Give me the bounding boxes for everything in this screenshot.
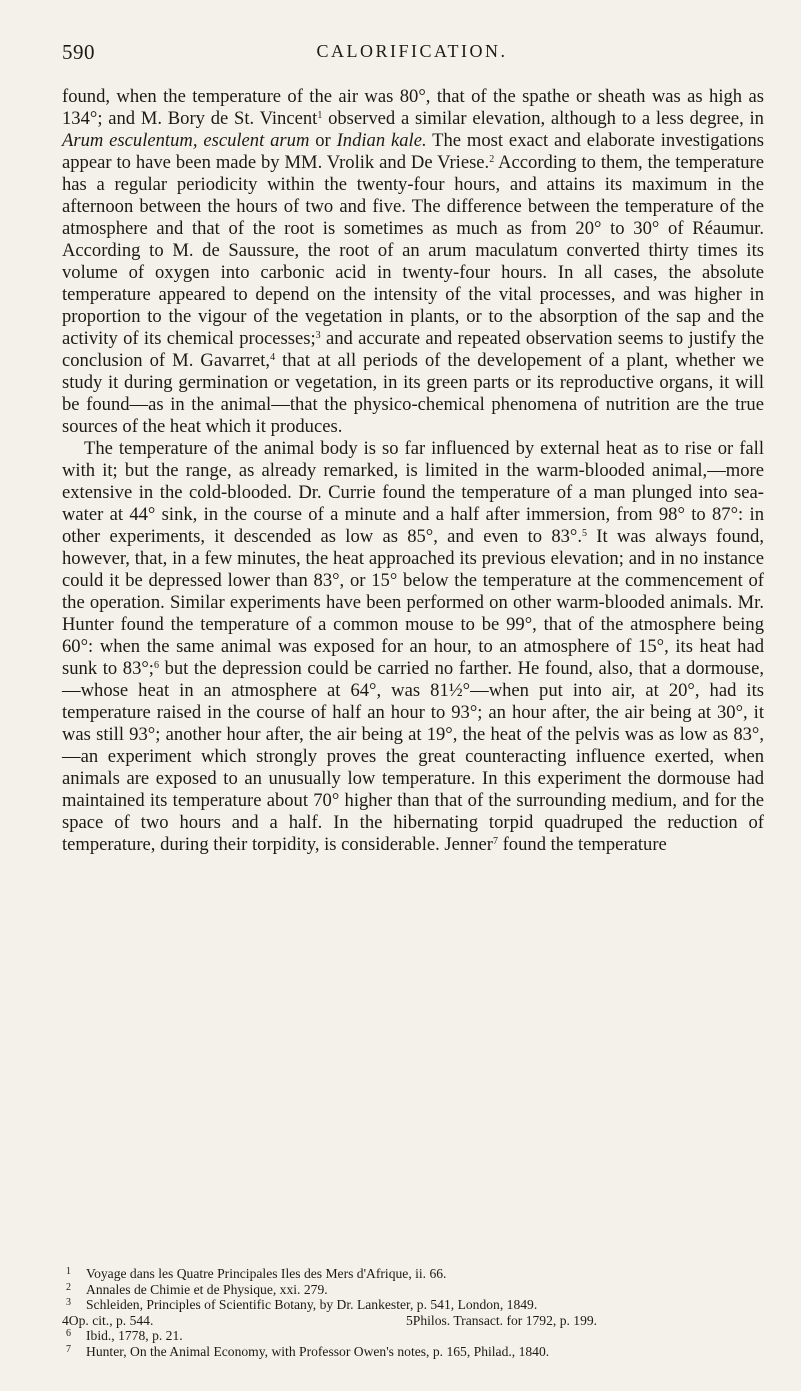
footnote-ref-7: 7 <box>492 836 498 847</box>
footnote <box>62 1282 766 1298</box>
footnote-ref-4: 4 <box>270 352 276 363</box>
footnote-text: Ibid., 1778, p. 21. <box>86 1328 183 1343</box>
footnote-ref-3: 3 <box>315 330 321 341</box>
running-title: CALORIFICATION. <box>316 41 508 61</box>
text-run: that at all periods of the developement of a plant, whether we study it during germination or vegetation, in its green parts or its reproductive organs, it will be found—as in the animal—that the physico-chemical phenomena of nutrition are the true sources of the heat which it produces. <box>62 350 764 437</box>
text-run: but the depression could be carried no farther. He found, also, that a dormouse,—whose heat in an atmosphere at 64°, was 81½°—when put into air, at 20°, had its temperature raised in the course of half an hour to 93°; an hour after, the air being at 30°, it was still 93°; another hour after, the air being at 19°, the heat of the pelvis was as low as 83°,—an experiment which strongly proves the great counteracting influence exerted, when animals are exposed to an unusually low temperature. In this experiment the dormouse had maintained its temperature about 70° higher than that of the surrounding medium, and for the space of two hours and a half. In the hibernating torpid quadruped the reduction of temperature, during their torpidity, is considerable. Jenner <box>62 658 764 855</box>
footnote-mark: 3 <box>66 1297 71 1308</box>
footnote <box>406 1313 750 1329</box>
footnote-text: Op. cit., p. 544. <box>68 1312 154 1328</box>
text-run: observed a similar elevation, although to a less degree, in <box>322 108 764 129</box>
text-run: found, when the temperature of the air was 80°, that of the spathe or sheath was as high as 134°; and M. Bory de St. Vincent <box>62 86 764 129</box>
body-text <box>62 86 764 856</box>
footnote-mark: 7 <box>66 1343 71 1355</box>
footnote-text: Annales de Chimie et de Physique, xxi. 279. <box>86 1281 328 1297</box>
footnote-mark: 2 <box>66 1281 71 1293</box>
footnote-ref-5: 5 <box>582 528 588 539</box>
footnote-text: Hunter, On the Animal Economy, with Professor Owen's notes, p. 165, Philad., 1840. <box>86 1343 550 1359</box>
paragraph-2 <box>62 438 764 856</box>
text-run: According to them, the temperature has a regular periodicity within the twenty-four hours, and attains its maximum in the afternoon between the hours of two and five. The difference between the temperature of the atmosphere and that of the root is sometimes as much as from 20° to 30° of Réaumur. According to M. de Saussure, the root of an arum maculatum converted thirty times its volume of oxygen into carbonic acid in twenty-four hours. In all cases, the absolute temperature appeared to depend on the intensity of the vital processes, and was higher in proportion to the vigour of the vegetation in plants, or to the absorption of the sap and the activity of its chemical processes; <box>62 152 765 349</box>
footnote-ref-1: 1 <box>317 110 323 121</box>
footnote-mark: 4 <box>62 1312 69 1328</box>
text-run: found the temperature <box>497 834 667 855</box>
italic-text: Arum esculentum, esculent arum <box>62 130 310 151</box>
footnote-row <box>62 1313 766 1329</box>
page-header <box>62 40 762 70</box>
footnote <box>62 1328 766 1344</box>
footnote-mark: 5 <box>406 1312 413 1328</box>
footnote <box>62 1344 766 1360</box>
footnote-text: Schleiden, Principles of Scientific Botany, by Dr. Lankester, p. 541, London, 1849. <box>86 1297 538 1312</box>
text-run: The most exact and elaborate investigations appear to have been made by MM. Vrolik and De Vriese. <box>62 130 765 173</box>
footnote-mark: 1 <box>66 1266 71 1277</box>
footnote <box>62 1266 766 1282</box>
text-run: The temperature of the animal body is so far influenced by external heat as to rise or fall with it; but the range, as already remarked, is limited in the warm-blooded animal,—more extensive in the cold-blooded. Dr. Currie found the temperature of a man plunged into sea-water at 44° sink, in the course of a minute and a half after immersion, from 98° to 87°: in other experiments, it descended as low as 85°, and even to 83°. <box>62 438 764 547</box>
footnote-mark: 6 <box>66 1328 71 1339</box>
footnote <box>62 1297 766 1313</box>
footnote-text: Voyage dans les Quatre Principales Iles des Mers d'Afrique, ii. 66. <box>86 1266 447 1281</box>
footnote-ref-2: 2 <box>489 154 495 165</box>
text-run: It was always found, however, that, in a few minutes, the heat approached its previous elevation; and in no instance could it be depressed lower than 83°, or 15° below the temperature at the commencement of the operation. Similar experiments have been performed on other warm-blooded animals. Mr. Hunter found the temperature of a common mouse to be 99°, that of the atmosphere being 60°: when the same animal was exposed for an hour, to an atmosphere of 15°, its heat had sunk to 83°; <box>62 526 764 679</box>
footnote-ref-6: 6 <box>153 660 159 671</box>
footnote-text: Philos. Transact. for 1792, p. 199. <box>412 1312 598 1328</box>
text-run: and accurate and repeated observation seems to justify the conclusion of M. Gavarret, <box>62 328 764 371</box>
italic-text: Indian kale. <box>336 130 427 151</box>
paragraph-1 <box>62 86 764 438</box>
footnote <box>62 1313 406 1329</box>
page-number: 590 <box>62 40 95 64</box>
footnotes <box>62 1266 766 1359</box>
text-run: or <box>309 130 337 151</box>
